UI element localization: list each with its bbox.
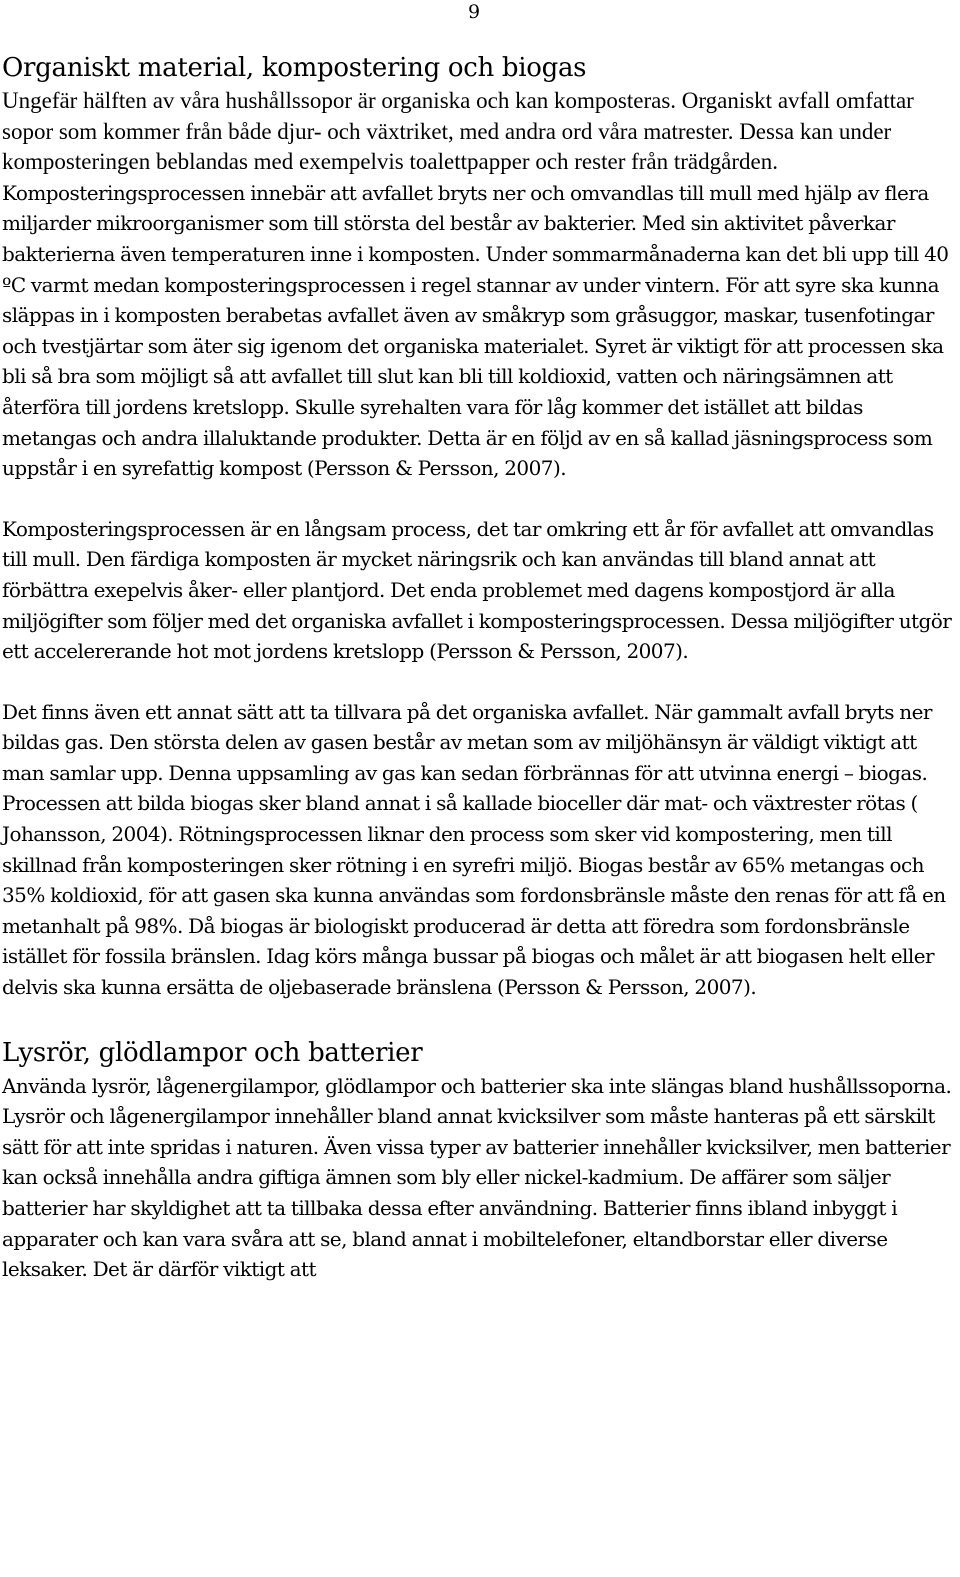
section-heading-organic: Organiskt material, kompostering och biogas	[2, 53, 587, 83]
section-heading-lamps: Lysrör, glödlampor och batterier	[2, 1037, 423, 1068]
paragraph-organic-intro: Ungefär hälften av våra hushållssopor är organiska och kan komposteras. Organiskt avfall omfattar sopor som kommer från både djur- och växtriket, med andra ord våra matrester. Dessa kan under komposteringen beblandas med exempelvis toalettpapper och rester från trädgården.	[2, 88, 914, 175]
paragraph-compost-duration: Komposteringsprocessen är en långsam process, det tar omkring ett år för avfallet att omvandlas till mull. Den färdiga komposten är mycket näringsrik och kan användas till bland annat att förbättra exepelvis åker- eller plantjord. Det enda problemet med dagens kompostjord är alla miljögifter som följer med det organiska avfallet i komposteringsprocessen. Dessa miljögifter utgör ett accelererande hot mot jordens kretslopp (Persson & Persson, 2007).	[2, 516, 952, 664]
paragraph-biogas: Det finns även ett annat sätt att ta tillvara på det organiska avfallet. När gammalt avfall bryts ner bildas gas. Den största delen av gasen består av metan som av miljöhänsyn är väldigt viktigt att man samlar upp. Denna uppsamling av gas kan sedan förbrännas för att utvinna energi – biogas. Processen att bilda biogas sker bland annat i så kallade bioceller där mat- och växtrester rötas ( Johansson, 2004). Rötningsprocessen liknar den process som sker vid kompostering, men till skillnad från komposteringen sker rötning i en syrefri miljö. Biogas består av 65% metangas och 35% koldioxid, för att gasen ska kunna användas som fordonsbränsle måste den renas för att få en metanhalt på 98%. Då biogas är biologiskt producerad är detta att föredra som fordonsbränsle istället för fossila bränslen. Idag körs många bussar på biogas och målet är att biogasen helt eller delvis ska kunna ersätta de oljebaserade bränslena (Persson & Persson, 2007).	[2, 699, 946, 1000]
paragraph-spacer	[2, 667, 958, 697]
paragraph-lamps-batteries: Använda lysrör, lågenergilampor, glödlampor och batterier ska inte slängas bland hushållssoporna. Lysrör och lågenergilampor innehåller bland annat kvicksilver som måste hanteras på ett särskilt sätt för att inte spridas i naturen. Även vissa typer av batterier innehåller kvicksilver, men batterier kan också innehålla andra giftiga ämnen som bly eller nickel-kadmium. De affärer som säljer batterier har skyldighet att ta tillbaka dessa efter användning. Batterier finns ibland inbyggt i apparater och kan vara svåra att se, bland annat i mobiltelefoner, eltandborstar eller diverse leksaker. Det är därför viktigt att	[2, 1073, 952, 1282]
section-lamps-batteries	[2, 1035, 958, 1285]
document-body	[2, 50, 958, 1285]
paragraph-composting-process: Komposteringsprocessen innebär att avfallet bryts ner och omvandlas till mull med hjälp av flera miljarder mikroorganismer som till största del består av bakterier. Med sin aktivitet påverkar bakterierna även temperaturen inne i komposten. Under sommarmånaderna kan det bli upp till 40 ºC varmt medan komposteringsprocessen i regel stannar av under vintern. För att syre ska kunna släppas in i komposten berabetas avfallet även av småkryp som gråsuggor, maskar, tusenfotingar och tvestjärtar som äter sig igenom det organiska materialet. Syret är viktigt för att processen ska bli så bra som möjligt så att avfallet till slut kan bli till koldioxid, vatten och näringsämnen att återföra till jordens kretslopp. Skulle syrehalten vara för låg kommer det istället att bildas metangas och andra illaluktande produkter. Detta är en följd av en så kallad jäsningsprocess som uppstår i en syrefattig kompost (Persson & Persson, 2007).	[2, 180, 949, 481]
section-organic-material	[2, 50, 958, 1003]
page-number: 9	[468, 1, 481, 23]
paragraph-spacer	[2, 484, 958, 514]
